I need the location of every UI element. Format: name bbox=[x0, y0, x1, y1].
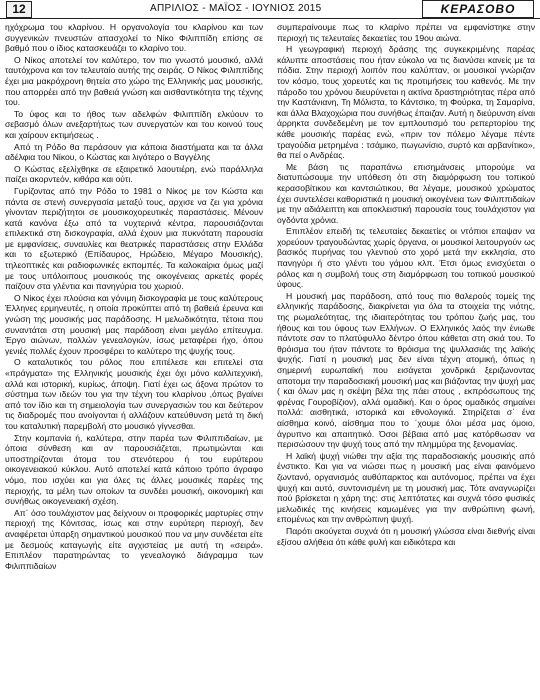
paragraph: Από τη Ρόδο θα περάσουν για κάποια διαστήματα και τα άλλα αδέλφια του Νίκου, ο Κώστας και λιγότερο ο Βαγγέλης bbox=[5, 141, 263, 163]
paragraph: ηχόχρωμα του κλαρίνου. Η οργανολογία του κλαρίνου και των συγγενικών πνευστών απασχολεί το Νίκο Φιλιππίδη επίσης σε βαθμό που ο ίδιος κατασκευάζει το κλαρίνο του. bbox=[5, 22, 263, 54]
paragraph: συμπεραίνουμε πως το κλαρίνο πρέπει να εμφανίστηκε στην περιοχή τις τελευταίες δεκαετίες του 19ου αιώνα. bbox=[277, 22, 535, 43]
paragraph: Ο Κώστας εξελίχθηκε σε εξαιρετικό λαουτιέρη, ενώ παράλληλα παίζει ακορντεόν, κιθάρα και ούτι. bbox=[5, 163, 263, 185]
paragraph: Παρότι ακούγεται συχνά ότι η μουσική γλώσσα είναι διεθνής είναι εξίσου αλήθεια ότι κάθε φυλή και ειδικότερα και bbox=[277, 525, 535, 547]
newspaper-masthead: ΚΕΡΑΣΟΒΟ bbox=[422, 0, 534, 18]
paragraph: Επιπλέον επειδή τις τελευταίες δεκαετίες οι ντόπιοι επαψαν να χορεύουν τραγουδώντας χωρίς όργανα, οι μουσικοί λειτουργούν ως βασικός πυρήνας του γλεντιού στο χορό μετά την εκκλησία, στο πανηγύρι ή στο γλέντι του γάμου κλπ. Έτσι όμως ενισχύεται ο ρόλος και η συμβολή τους στη διαμόρφωση του τοπικού μουσικού ύφους. bbox=[277, 226, 535, 290]
paragraph: Το ύφος και το ήθος των αδελφών Φιλιππίδη ελκύουν το σεβασμό όλων ανεξαρτήτως των συνεργατών και του κοινού τους και χαίρουν εκτιμήσεως . bbox=[5, 108, 263, 140]
left-column bbox=[5, 22, 263, 698]
paragraph: Η μουσική μας παράδοση, από τους πιο θαλερούς τομείς της ελληνικής παράδοσης, διακρίνεται για όλα τα στοιχεία της νιότης, της ρωμαλεότητας, της ιδιαιτερότητας του τρόπου ζωής μας, του ήθους και του ύφους των Ελλήνων. Ο Ελληνικός λαός την ένιωθε πάντοτε σαν το πλατύφυλλο δέντρο όπου κάθεται στη σκιά του. Το θρόισμα του ήταν πάντοτε το θρόισμα της ψυλλασιάς της λαϊκής ψυχής. Γιατί η μουσική μας δεν είναι τέχνη ατομική, όπως η σημερινή ευρωπαϊκή που εισάγεται χονδρικά ξεριζωνοντας αποτομα την παραδοσιακή μουσική μας και βιάζοντας την ψυχή μας ( και όλων μας η σκέψη βέλα της πάει στους , εκπρόσωπους της φρένας Γουροβίζιον), αλλά ομαδική. Και ο όρος ομαδικός σημαίνει πολλά: αισθητικά, ιστορικά και εθνολογικά. Στηρίζεται σ΄ ένα αίσθημα κοινό, αίσθημα που το ΄χουμε όλοι μέσα μας όμοιο, άγρυπνο και απαιτητικό. Όσοι βέβαια από μας κατόρθωσαν να περισώσουν την ψυχή τους από την πλημμύρα της ξενομανίας. bbox=[277, 290, 535, 450]
paragraph: Απ΄ όσο τουλάχιστον μας δείχνουν οι προφορικές μαρτυρίες στην περιοχή της Κόνιτσας, ίσως και στην ευρύτερη περιοχή, δεν αναφέρεται ύπαρξη σημαντικού μουσικού που να μην συνδέεται είτε με δεσμούς καταγωγής είτε αγχιστείας με αυτή τη «σειρά». Επιπλέον παρατηρώντας το γενεαλογικό διάγραμμα των Φιλιππιδαίων bbox=[5, 507, 263, 571]
paragraph: Η γεωγραφική περιοχή δράσης της συγκεκριμένης παρέας κάλυπτε αποστάσεις που ήταν εύκολο να τις διανύσει κανείς με τα πόδια. Στην περιοχή λοιπόν που καλύπταν, οι μουσικοί γνώριζαν τον κόσμο, τους χορευτές και τις προτιμήσεις του καθενός. Με την πάροδο του χρόνου διευρύνεται η ακτίνα δραστηριότητας πέρα από την Καστάνιανη, Τη Μόλιστα, το Κάντσικο, τη Φούρκα, τη Σαμαρίνα, και άλλα Βλαχοχώρια που συνήθως έπαιζαν. Αυτή η διεύρυνση είναι άρρηκτα συνδεδεμένη με τον εμπλουτισμό του ρεπερτορίου της κάθε μουσικής παρέας ενώ, «πριν τον πόλεμο λέγαμε πέντε τραγούδια μετρημένα : τσάμικο, πωγωνίσιο, συρτό και αρβανίτικο», θα πεί ο Ανδρέας. bbox=[277, 44, 535, 161]
page-number: 12 bbox=[6, 1, 32, 18]
paragraph: Ο Νίκος αποτελεί τον καλύτερο, τον πιο γνωστό μουσικό, αλλά ταυτόχρονα και τον τελευταίο αυτής της σειράς. Ο Νίκος Φιλιππίδης έχει μια μακρόχρονη θητεία στο χώρο της Ελληνικής μας μουσικής, που απορρέει από την βαθειά γνώση και αισθαντικότητα της τέχνης του. bbox=[5, 54, 263, 108]
paragraph: Με βάση τις παραπάνω επισημάνσεις μπορούμε να διατυπώσουμε την υπόθεση ότι στη διαμόρφωση του τοπικού κερασοβίτικου και καντσιώτικου, θα λέγαμε, μουσικού χρώματος έχει συντελέσει καθοριστικά η μουσική οικογένεια των Φιλιππιδαίων με την αδιάλειπτη και αποκλειστική παρουσία τους τουλάχιστον για ογδόντα χρόνια. bbox=[277, 161, 535, 225]
paragraph: Γυρίζοντας από την Ρόδο το 1981 ο Νίκος με τον Κώστα και πάντα σε στενή συνεργασία μεταξύ τους, αρχισε να ζει για χρόνια γίνονταν περιζήτητοι σε μουσικοχορευτικές παραστάσεις. Μένουν κατά κανόνα έξω από τα νυχτερινά κέντρα, παρουσιάζονται επιλεκτικά στη δισκογραφία, αλλά έχουν μια πυκνότατη παρουσία με εμφανίσεις, συναυλίες και θεατρικές παραστάσεις στην Ελλάδα και το εξωτερικό (Επίδαυρος, Ηρώδειο, Μέγαρο Μουσικής), τηλεοπτικές και ραδιοφωνικές εκπομπές. Τα καλοκαίρια όμως μαζί με τους υπόλοιπους μουσικούς της οικογένειας αρκετές φορές παίζουν στα γλέντια και πανηγύρια του χωριού. bbox=[5, 185, 263, 292]
issue-date: ΑΠΡΙΛΙΟΣ - ΜΑΪΟΣ - ΙΟΥΝΙΟΣ 2015 bbox=[150, 3, 322, 14]
page-header bbox=[0, 0, 540, 19]
paragraph: Στην κομπανία ή, καλύτερα, στην παρέα των Φιλιππιδαίων, με όποια σύνθεση και αν παρουσιάζεται, πρωτιμώνται και υποστηρίζονται άτομα του στενότερου ή του ευρύτερου οικογενειακού κύκλου. Αυτό αποτελεί κατά κάποιο τρόπο άγραφο νόμο, που ισχύει και για όλες τις άλλες μουσικές παρέες της περιοχής, τα μέλη των οποίων τα συνδέει μουσική, οικονομική και συνήθως οικογενειακή σχέση. bbox=[5, 432, 263, 507]
paragraph: Ο καταλυτικός του ρόλος που επιτέλεσε και επιτελεί στα «πράγματα» της Ελληνικής μουσικής έχει όχι μόνο καλλιτεχνική, αλλά και ιστορική, κυρίως, άποψη. Γιατί έχει ως άξονα πρώτον το σύστημα των ιδεών του για την τέχνη του κλαρίνου ,όπως βγαίνει από τον ίδιο και τη σημειολογία των συνεργασιών του και δεύτερον τις διαδρομές που ανοίγονται ή αλλάζουν κατεύθυνση μετά τη δική του καταλυτική παρεμβολή στο μουσικό γίγνεσθαι. bbox=[5, 357, 263, 431]
paragraph: Η λαϊκή ψυχή νιώθει την αξία της παραδοσιακής μουσικής από ένστικτο. Και για να νιώσει πως η μουσική μας είναι φαινόμενο ζωντανό, οργανισμός αυθύπαρκτος και αυτόνομος, πρέπει να έχει ψυχή και αυτό, συντονισμένη με τη μουσική μας. Τότε αναγνωρίζει πού βρίσκεται η χάρη της: στις λεπτότατες και συχνά τόσο φυσικές μελωδικές της κινήσεις καμωμένες για την ανθρώπινη φωνή, επομένως και την ανθρώπινη ψυχή. bbox=[277, 450, 535, 525]
right-column bbox=[277, 22, 535, 698]
paragraph: Ο Νίκος έχει πλούσια και γόνιμη δισκογραφία με τους καλύτερους Έλληνες ερμηνευτές, η οποία προκύπτει από τη βαθειά έρευνα και γνώση της μουσικής μας παράδοσης. Η μελωδικότητα, τέτοια που συναντάται στη μουσική μας παράδοση είναι μεγάλο επίτευγμα. Έργο αιώνων, πολλών γενεαλογιών, ίσως μεταφέρει ήχο, όπου γενιές πολλές έχουν προσφέρει το καλύτερο της ψυχής τους. bbox=[5, 292, 263, 356]
